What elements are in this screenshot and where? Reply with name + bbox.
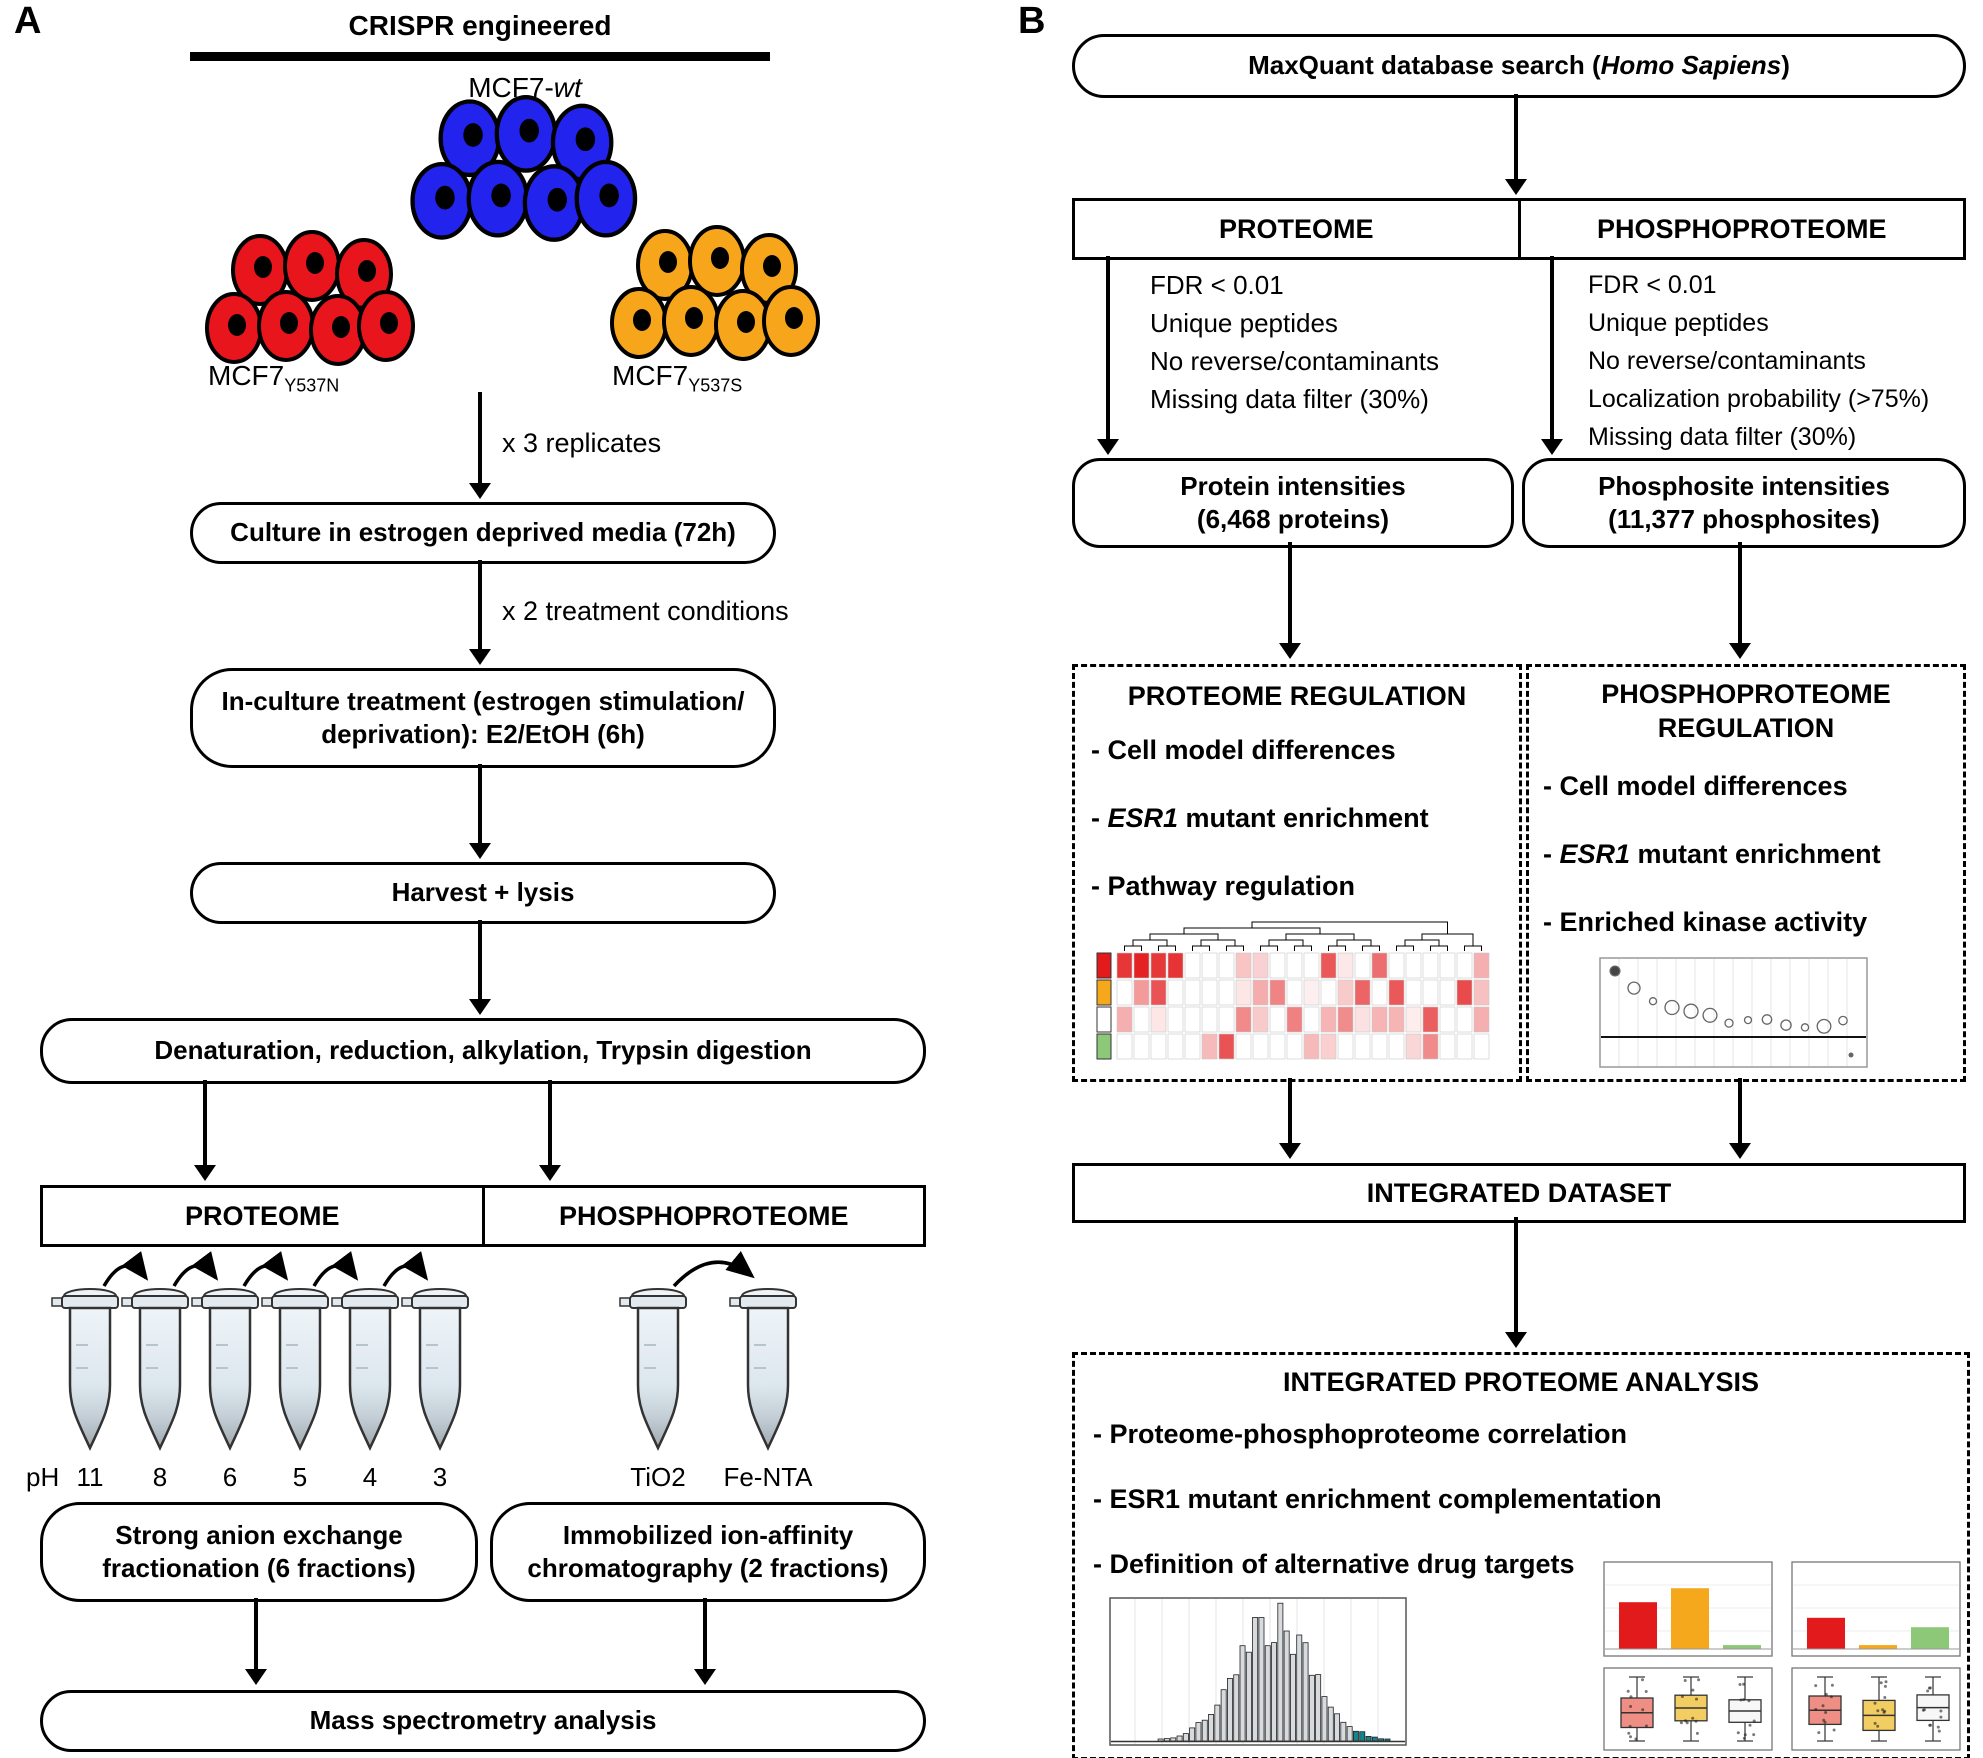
arrow-phospho-filter <box>1550 256 1554 440</box>
box-phosphosite-intensities: Phosphosite intensities (11,377 phosphosites) <box>1522 458 1966 548</box>
arrow-reg-to-integrated-right <box>1738 1078 1742 1144</box>
integrated-analysis-title: INTEGRATED PROTEOME ANALYSIS <box>1282 1367 1760 1397</box>
bullet-complementation: - ESR1 mutant enrichment complementation <box>1093 1484 1662 1514</box>
integrated-analysis-box <box>1072 1352 1970 1758</box>
fraction-hop-arrow <box>314 1266 356 1286</box>
box-protein-intensities: Protein intensities (6,468 proteins) <box>1072 458 1514 548</box>
ph-value: 5 <box>292 1462 308 1492</box>
arrow-treatment <box>478 560 482 650</box>
arrow-to-proteome <box>203 1080 207 1166</box>
bullet-drug-targets: - Definition of alternative drug targets <box>1093 1549 1575 1579</box>
phospho-regulation-title-2: REGULATION <box>1657 713 1835 743</box>
proteome-regulation-box <box>1072 664 1522 1082</box>
phosphoproteome-header-a: PHOSPHOPROTEOME <box>558 1200 849 1231</box>
box-culture: Culture in estrogen deprived media (72h) <box>190 502 776 564</box>
arrow-protein-to-reg <box>1288 542 1292 644</box>
arrow-replicates <box>478 392 482 484</box>
cell-cluster-wt <box>413 97 635 240</box>
proteome-filters: FDR < 0.01 Unique peptides No reverse/contaminants Missing data filter (30%) <box>1150 270 1440 414</box>
arrow-to-integrated-analysis <box>1514 1217 1518 1333</box>
bullet-esr1-enrichment: - ESR1 mutant enrichment <box>1091 803 1429 833</box>
replicates-label: x 3 replicates <box>502 428 662 458</box>
tube-ph4-icon <box>332 1289 398 1448</box>
tio2-label: TiO2 <box>630 1462 686 1492</box>
tube-ph8-icon <box>122 1289 188 1448</box>
kinase-dotplot-graphic <box>1599 957 1869 1069</box>
cell-cluster-y537n <box>207 232 413 364</box>
fraction-hop-arrow <box>244 1266 286 1286</box>
box-iac: Immobilized ion-affinity chromatography (2 fractions) <box>490 1502 926 1602</box>
tube-fenta-icon <box>730 1289 796 1448</box>
ph-value: 8 <box>152 1462 168 1492</box>
crispr-underline <box>190 52 770 61</box>
fenta-label: Fe-NTA <box>723 1462 813 1492</box>
mcf7-wt-label: MCF7-wt <box>468 72 582 103</box>
mini-barcharts-graphic <box>1603 1561 1963 1661</box>
box-digestion: Denaturation, reduction, alkylation, Trypsin digestion <box>40 1018 926 1084</box>
tube-ph5-icon <box>262 1289 328 1448</box>
ph-label: pH <box>26 1462 60 1492</box>
box-harvest: Harvest + lysis <box>190 862 776 924</box>
bullet-cell-model: - Cell model differences <box>1091 735 1396 765</box>
proteome-split-header-b <box>1072 198 1966 260</box>
ph-value: 11 <box>76 1462 104 1492</box>
phospho-regulation-title-1: PHOSPHOPROTEOME <box>1601 679 1891 709</box>
box-ms: Mass spectrometry analysis <box>40 1690 926 1752</box>
arrow-maxquant-to-header <box>1514 94 1518 180</box>
bullet-cell-model-2: - Cell model differences <box>1543 771 1848 801</box>
treatment-conditions-label: x 2 treatment conditions <box>502 596 789 626</box>
arrow-reg-to-integrated-left <box>1288 1078 1292 1144</box>
arrow-to-phosphoproteome <box>548 1080 552 1166</box>
mcf7-y537s-label: $MCF7_{Y537S}$ <box>612 360 743 396</box>
box-maxquant: MaxQuant database search (Homo Sapiens) <box>1072 34 1966 98</box>
ph-value: 4 <box>362 1462 378 1492</box>
phosphoproteome-regulation-box <box>1526 664 1966 1082</box>
cell-cluster-y537s <box>612 227 818 359</box>
cell-clusters-graphic <box>150 70 850 390</box>
tube-ph11-icon <box>52 1289 118 1448</box>
fraction-hop-arrow <box>674 1262 752 1286</box>
tube-tio2-icon <box>620 1289 686 1448</box>
arrow-phospho-to-reg <box>1738 542 1742 644</box>
proteome-regulation-title: PROTEOME REGULATION <box>1127 681 1467 711</box>
bullet-pathway-regulation: - Pathway regulation <box>1091 871 1356 901</box>
ph-value: 6 <box>222 1462 238 1492</box>
fraction-hop-arrow <box>174 1266 216 1286</box>
phosphoproteome-header-b: PHOSPHOPROTEOME <box>1596 213 1887 244</box>
bullet-correlation: - Proteome-phosphoproteome correlation <box>1093 1419 1628 1449</box>
fraction-hop-arrow <box>104 1266 146 1286</box>
tube-ph6-icon <box>192 1289 258 1448</box>
bullet-esr1-enrichment-2: - ESR1 mutant enrichment <box>1543 839 1881 869</box>
tube-ph3-icon <box>402 1289 468 1448</box>
arrow-harvest <box>478 764 482 844</box>
proteome-header-b: PROTEOME <box>1075 201 1521 257</box>
proteome-header-a: PROTEOME <box>43 1188 485 1244</box>
ph-value: 3 <box>432 1462 448 1492</box>
mcf7-y537n-label: $MCF7_{Y537N}$ <box>208 360 340 396</box>
bullet-kinase-activity: - Enriched kinase activity <box>1543 907 1868 937</box>
box-treatment: In-culture treatment (estrogen stimulation/ deprivation): E2/EtOH (6h) <box>190 668 776 768</box>
arrow-digestion <box>478 920 482 1000</box>
arrow-sax-to-ms <box>254 1598 258 1670</box>
panel-b-label: B <box>1018 0 1046 42</box>
panel-a-label: A <box>14 0 42 42</box>
mini-boxplots-graphic <box>1603 1667 1963 1753</box>
heatmap-graphic <box>1095 919 1495 1069</box>
arrow-proteome-filter <box>1106 256 1110 440</box>
correlation-histogram-graphic <box>1109 1597 1409 1749</box>
integrated-dataset-box: INTEGRATED DATASET <box>1072 1163 1966 1223</box>
proteome-split-header <box>40 1185 926 1247</box>
fractionation-tubes-graphic <box>40 1248 920 1462</box>
crispr-title: CRISPR engineered <box>348 10 612 41</box>
phospho-filters: FDR < 0.01 Unique peptides No reverse/contaminants Localization probability (>75%) Missing data filter (30%) <box>1588 271 1930 451</box>
box-sax: Strong anion exchange fractionation (6 fractions) <box>40 1502 478 1602</box>
arrow-iac-to-ms <box>703 1598 707 1670</box>
fraction-hop-arrow <box>384 1266 426 1286</box>
